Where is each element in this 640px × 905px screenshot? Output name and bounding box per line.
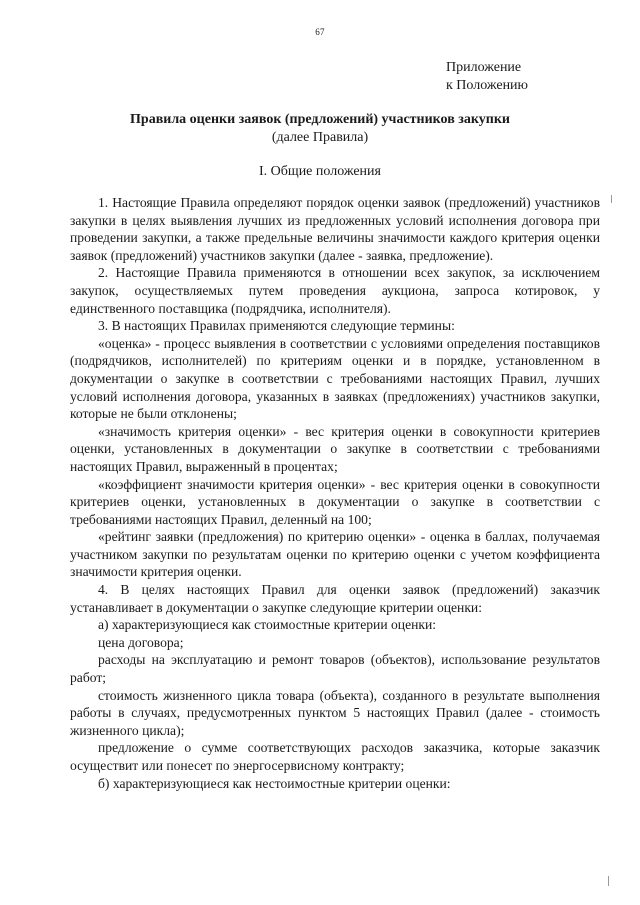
criterion-lifecycle-cost: стоимость жизненного цикла товара (объекта), созданного в результате выполнения работы в случаях, предусмотренных пунктом 5 настоящих Правил (далее - стоимость жизненного цикла);	[70, 687, 600, 738]
term-rating: «рейтинг заявки (предложения) по критерию оценки» - оценка в баллах, получаемая участником закупки по результатам оценки по критерию оценки с учетом коэффициента значимости критерия оценки.	[70, 529, 600, 580]
paragraph-2: 2. Настоящие Правила применяются в отношении всех закупок, за исключением закупок, осуществляемых путем проведения аукциона, запроса котировок, у единственного поставщика (подрядчика, исполнителя).	[70, 265, 600, 316]
document-subtitle: (далее Правила)	[271, 130, 369, 145]
appendix-line-2: к Положению	[446, 78, 529, 93]
term-weight-coefficient: «коэффициент значимости критерия оценки» - вес критерия оценки в совокупности критериев оценки, установленных в документации о закупке в соответствии с требованиями настоящих Правил, деленный на 100;	[70, 476, 600, 527]
section-heading: I. Общие положения	[259, 164, 381, 179]
term-criterion-weight: «значимость критерия оценки» - вес критерия оценки в совокупности критериев оценки, установленных в документации о закупке в соответствии с требованиями настоящих Правил, выраженный в процентах;	[70, 423, 600, 474]
paragraph-3: 3. В настоящих Правилах применяются следующие термины:	[98, 318, 455, 334]
term-assessment: «оценка» - процесс выявления в соответствии с условиями определения поставщиков (подрядчиков, исполнителей) по критериям оценки и в порядке, установленном в документации о закупке в соответствии с требованиями настоящих Правил, лучших условий исполнения договора, указанных в заявках (предложениях) участников закупки, которые не были отклонены;	[70, 335, 600, 422]
scan-mark-bottom	[608, 876, 609, 886]
paragraph-4: 4. В целях настоящих Правил для оценки заявок (предложений) заказчик устанавливает в документации о закупке следующие критерии оценки:	[70, 582, 600, 615]
criterion-contract-price: цена договора;	[98, 634, 184, 650]
criterion-operating-costs: расходы на эксплуатацию и ремонт товаров (объектов), использование результатов работ;	[70, 652, 600, 686]
document-title: Правила оценки заявок (предложений) участников закупки	[130, 112, 510, 127]
page-number: 67	[315, 27, 325, 37]
paragraph-1: 1. Настоящие Правила определяют порядок оценки заявок (предложений) участников закупки в целях выявления лучших из предложенных условий исполнения договора при проведении закупки, а также предельные величины значимости каждого критерия оценки заявок (предложений) участников закупки (далее - заявка, предложение).	[70, 195, 600, 263]
document-body	[70, 194, 600, 792]
list-item-a: а) характеризующиеся как стоимостные критерии оценки:	[98, 617, 437, 633]
appendix-note	[446, 59, 528, 95]
appendix-line-1: Приложение	[446, 60, 522, 75]
list-item-b: б) характеризующиеся как нестоимостные критерии оценки:	[98, 775, 451, 791]
scan-mark-top	[611, 195, 612, 203]
criterion-energy-service: предложение о сумме соответствующих расходов заказчика, которые заказчик осуществит или понесет по энергосервисному контракту;	[70, 740, 600, 773]
